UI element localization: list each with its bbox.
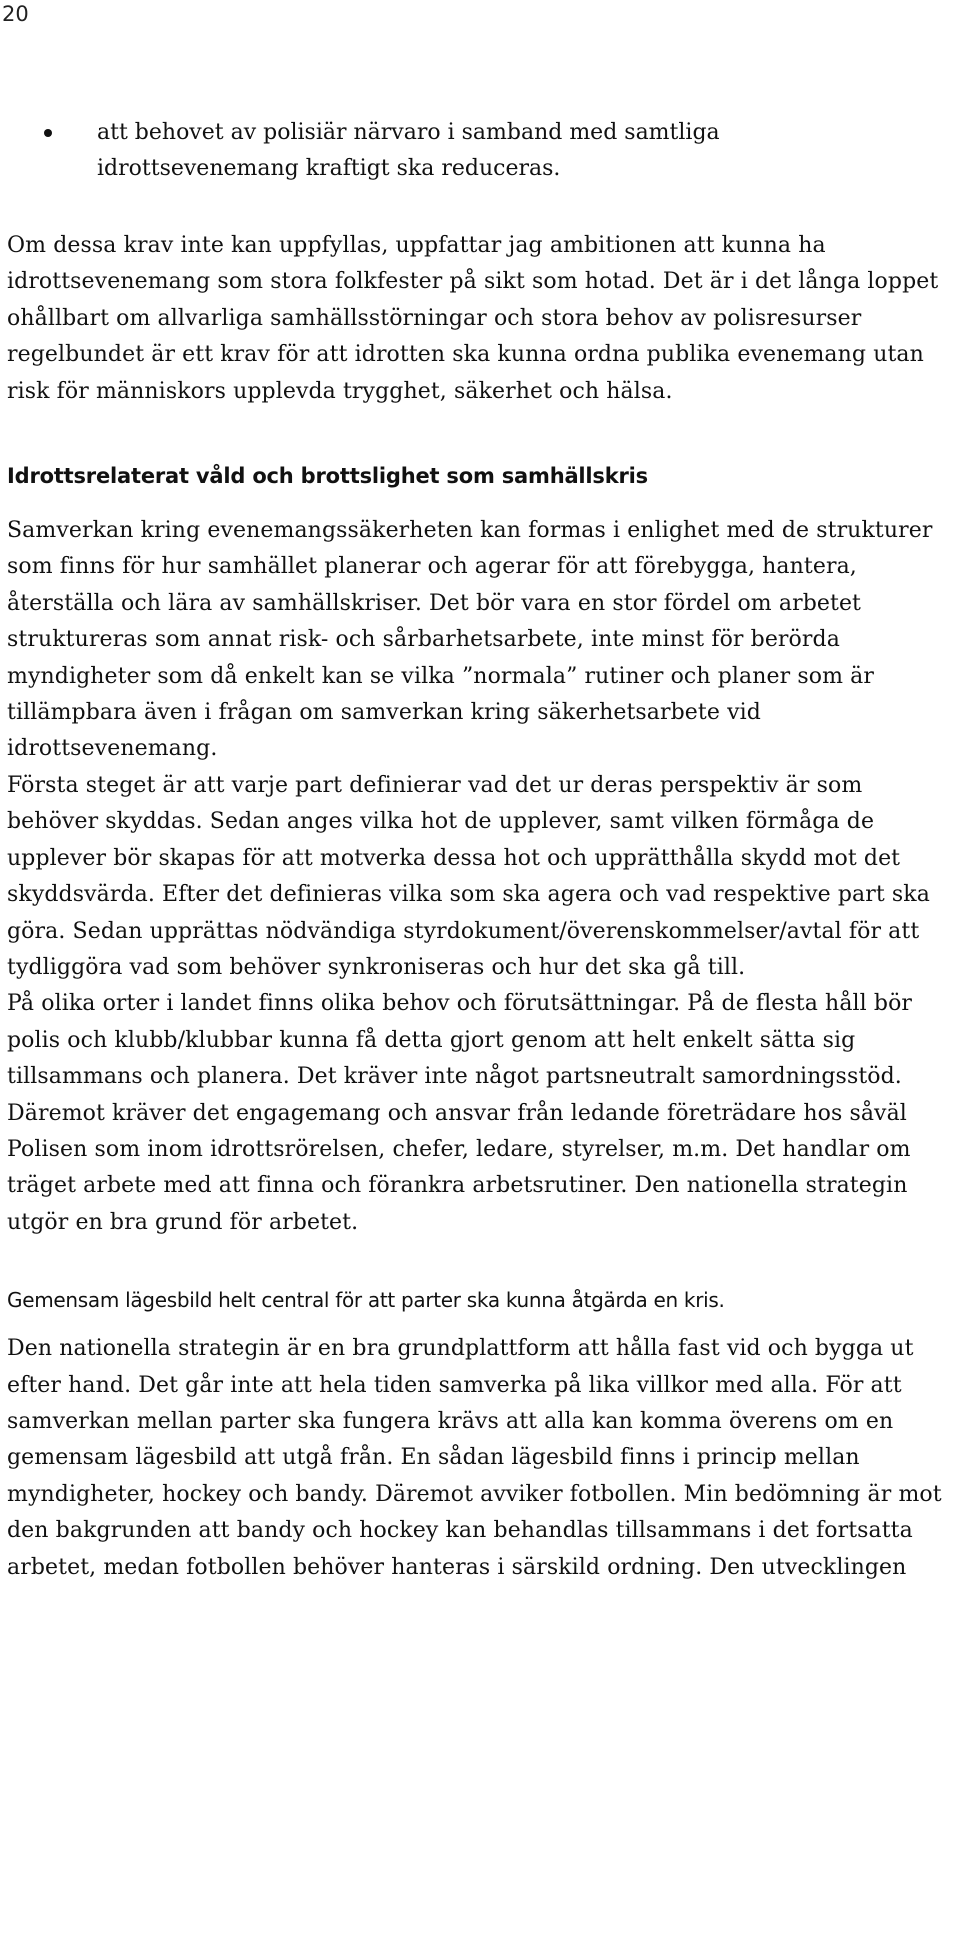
subsection-paragraph: Den nationella strategin är en bra grundplattform att hålla fast vid och bygga ut efter hand. Det går inte att hela tiden samverka på lika villkor med alla. För att samverkan mellan parter ska fungera krävs att alla kan komma överens om en gemensam lägesbild att utgå från. En sådan lägesbild finns i princip mellan myndigheter, hockey och bandy. Däremot avviker fotbollen. Min bedömning är mot den bakgrunden att bandy och hockey kan behandlas tillsammans i det fortsatta arbetet, medan fotbollen behöver hanteras i särskild ordning. Den utvecklingen	[7, 1336, 942, 1580]
subsection-heading: Gemensam lägesbild helt central för att parter ska kunna åtgärda en kris.	[7, 1288, 725, 1313]
section-heading: Idrottsrelaterat våld och brottslighet som samhällskris	[7, 464, 648, 489]
bullet-dot-icon	[44, 129, 52, 137]
document-body	[7, 115, 955, 1586]
intro-paragraph: Om dessa krav inte kan uppfyllas, uppfattar jag ambitionen att kunna ha idrottsevenemang som stora folkfester på sikt som hotad. Det är i det långa loppet ohållbart om allvarliga samhällsstörningar och stora behov av polisresurser regelbundet är ett krav för att idrotten ska kunna ordna publika evenemang utan risk för människors upplevda trygghet, säkerhet och hälsa.	[7, 233, 939, 404]
bullet-item-text: att behovet av polisiär närvaro i samband med samtliga idrottsevenemang kraftigt ska reduceras.	[97, 120, 720, 181]
section-paragraph-3: På olika orter i landet finns olika behov och förutsättningar. På de flesta håll bör polis och klubb/klubbar kunna få detta gjort genom att helt enkelt sätta sig tillsammans och planera. Det kräver inte något partsneutralt samordningsstöd. Däremot kräver det engagemang och ansvar från ledande företrädare hos såväl Polisen som inom idrottsrörelsen, chefer, ledare, styrelser, m.m. Det handlar om träget arbete med att finna och förankra arbetsrutiner. Den nationella strategin utgör en bra grund för arbetet.	[7, 991, 913, 1235]
section-paragraph-1: Samverkan kring evenemangssäkerheten kan formas i enlighet med de strukturer som finns för hur samhället planerar och agerar för att förebygga, hantera, återställa och lära av samhällskriser. Det bör vara en stor fördel om arbetet struktureras som annat risk- och sårbarhetsarbete, inte minst för berörda myndigheter som då enkelt kan se vilka ”normala” rutiner och planer som är tillämpbara även i frågan om samverkan kring säkerhetsarbete vid idrottsevenemang.	[7, 518, 933, 762]
section-paragraph-2: Första steget är att varje part definierar vad det ur deras perspektiv är som behöver skyddas. Sedan anges vilka hot de upplever, samt vilken förmåga de upplever bör skapas för att motverka dessa hot och upprätthålla skydd mot det skyddsvärda. Efter det definieras vilka som ska agera och vad respektive part ska göra. Sedan upprättas nödvändiga styrdokument/överenskommelser/avtal för att tydliggöra vad som behöver synkroniseras och hur det ska gå till.	[7, 772, 930, 980]
bullet-item	[7, 115, 897, 187]
page-number: 20	[2, 2, 29, 26]
bullet-list	[7, 115, 955, 187]
